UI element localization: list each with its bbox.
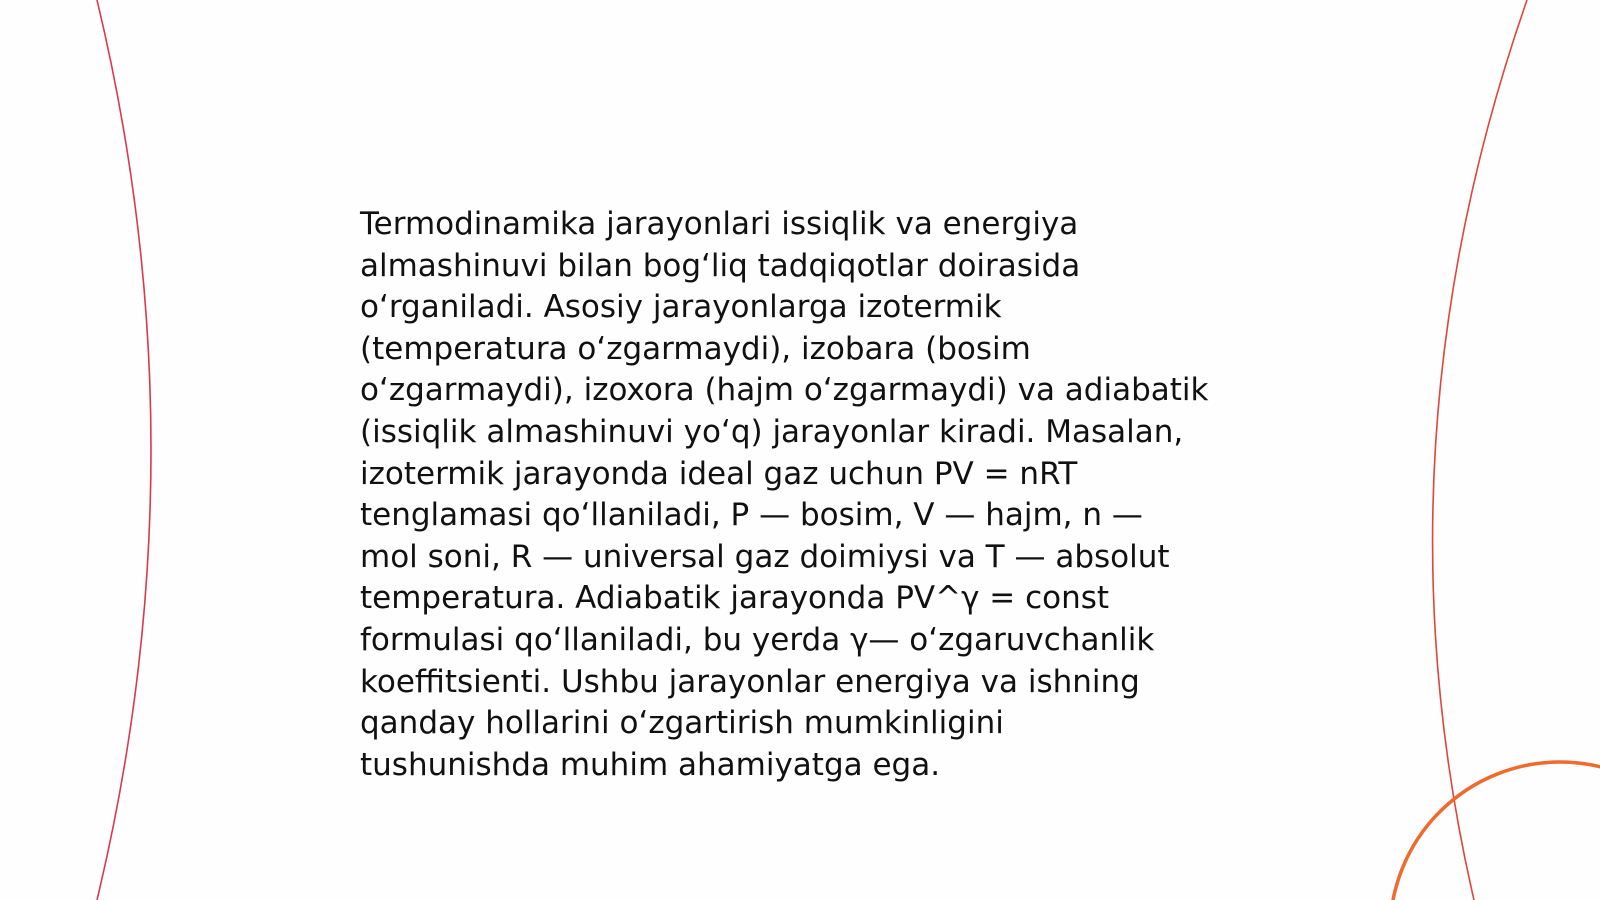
right-arc [1433, 0, 1527, 900]
left-arc [97, 0, 151, 900]
orange-circle [1390, 762, 1600, 900]
slide-body-text: Termodinamika jarayonlari issiqlik va energiya almashinuvi bilan bog‘liq tadqiqotlar doirasida o‘rganiladi. Asosiy jarayonlarga izotermik (temperatura o‘zgarmaydi), izobara (bosim o‘zgarmaydi), izoxora (hajm o‘zgarmaydi) va adiabatik (issiqlik almashinuvi yo‘q) jarayonlar kiradi. Masalan, izotermik jarayonda ideal gaz uchun PV = nRT tenglamasi qo‘llaniladi, P — bosim, V — hajm, n — mol soni, R — universal gaz doimiysi va T — absolut temperatura. Adiabatik jarayonda PV^γ = const formulasi qo‘llaniladi, bu yerda γ— o‘zgaruvchanlik koeffitsienti. Ushbu jarayonlar energiya va ishning qanday hollarini o‘zgartirish mumkinligini tushunishda muhim ahamiyatga ega. [360, 206, 1209, 783]
